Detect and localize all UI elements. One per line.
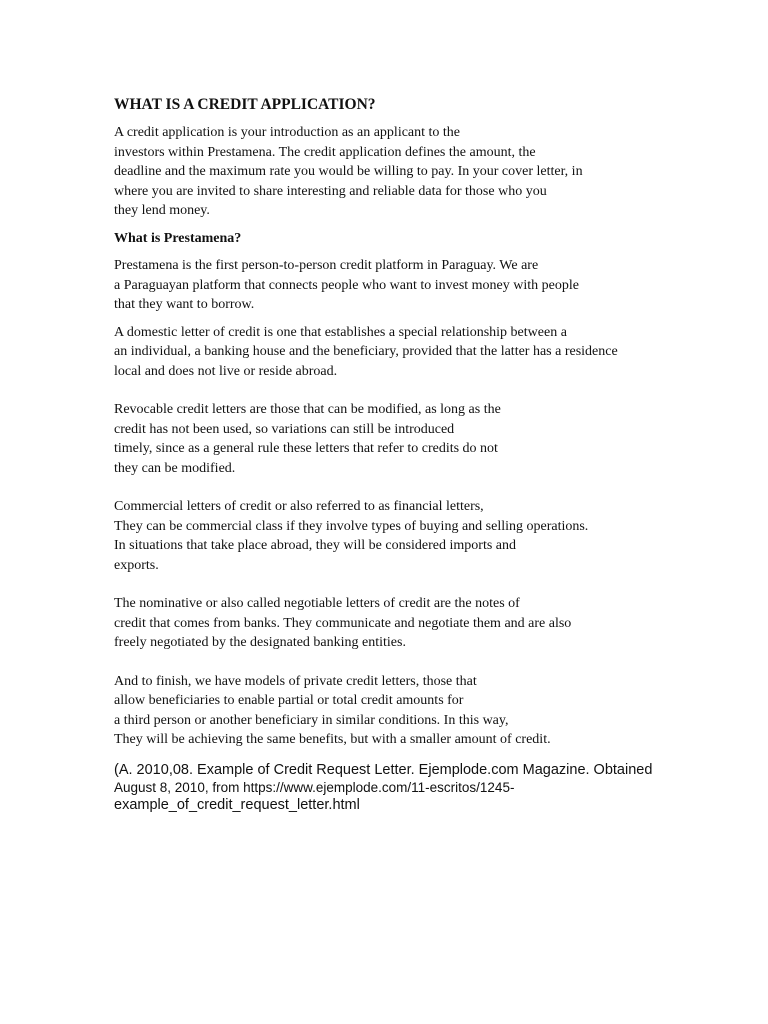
document-title: WHAT IS A CREDIT APPLICATION?	[114, 96, 376, 113]
text-line: Commercial letters of credit or also referred to as financial letters,	[114, 499, 484, 514]
domestic-letter-paragraph	[114, 323, 654, 382]
text-line: They will be achieving the same benefits, but with a smaller amount of credit.	[114, 732, 551, 747]
text-line: that they want to borrow.	[114, 297, 255, 312]
text-line: Prestamena is the first person-to-person credit platform in Paraguay. We are	[114, 258, 539, 273]
document-page	[114, 95, 654, 815]
text-line: And to finish, we have models of private credit letters, those that	[114, 673, 477, 689]
text-line: where you are invited to share interesting and reliable data for those who you	[114, 183, 547, 199]
text-line: In situations that take place abroad, they will be considered imports and	[114, 538, 516, 553]
private-letter-paragraph	[114, 672, 654, 750]
text-line: a third person or another beneficiary in similar conditions. In this way,	[114, 712, 509, 728]
section-heading: What is Prestamena?	[114, 230, 242, 246]
text-line: credit that comes from banks. They communicate and negotiate them and are also	[114, 615, 572, 631]
text-line: deadline and the maximum rate you would be willing to pay. In your cover letter, in	[114, 164, 583, 179]
citation-line: August 8, 2010, from https://www.ejemplode.com/11-escritos/1245-	[114, 779, 515, 795]
text-line: local and does not live or reside abroad.	[114, 363, 338, 379]
text-line: exports.	[114, 557, 159, 573]
text-line: they can be modified.	[114, 460, 236, 476]
text-line: credit has not been used, so variations can still be introduced	[114, 421, 455, 437]
text-line: timely, since as a general rule these letters that refer to credits do not	[114, 441, 498, 456]
text-line: Revocable credit letters are those that can be modified, as long as the	[114, 402, 501, 417]
text-line: allow beneficiaries to enable partial or total credit amounts for	[114, 693, 464, 708]
nominative-letter-paragraph	[114, 594, 654, 653]
citation	[114, 762, 654, 815]
revocable-letter-paragraph	[114, 400, 654, 478]
text-line: investors within Prestamena. The credit application defines the amount, the	[114, 144, 536, 160]
text-line: they lend money.	[114, 203, 210, 218]
intro-paragraph	[114, 123, 654, 221]
prestamena-paragraph	[114, 256, 654, 315]
text-line: a Paraguayan platform that connects people who want to invest money with people	[114, 277, 579, 293]
citation-line: (A. 2010,08. Example of Credit Request Letter. Ejemplode.com Magazine. Obtained	[114, 761, 653, 778]
text-line: The nominative or also called negotiable letters of credit are the notes of	[114, 596, 520, 611]
citation-line: example_of_credit_request_letter.html	[114, 796, 360, 813]
text-line: freely negotiated by the designated banking entities.	[114, 635, 406, 650]
commercial-letter-paragraph	[114, 497, 654, 575]
text-line: A credit application is your introduction as an applicant to the	[114, 125, 461, 140]
text-line: an individual, a banking house and the beneficiary, provided that the latter has a residence	[114, 344, 618, 359]
text-line: A domestic letter of credit is one that establishes a special relationship between a	[114, 324, 567, 340]
text-line: They can be commercial class if they involve types of buying and selling operations.	[114, 518, 589, 534]
